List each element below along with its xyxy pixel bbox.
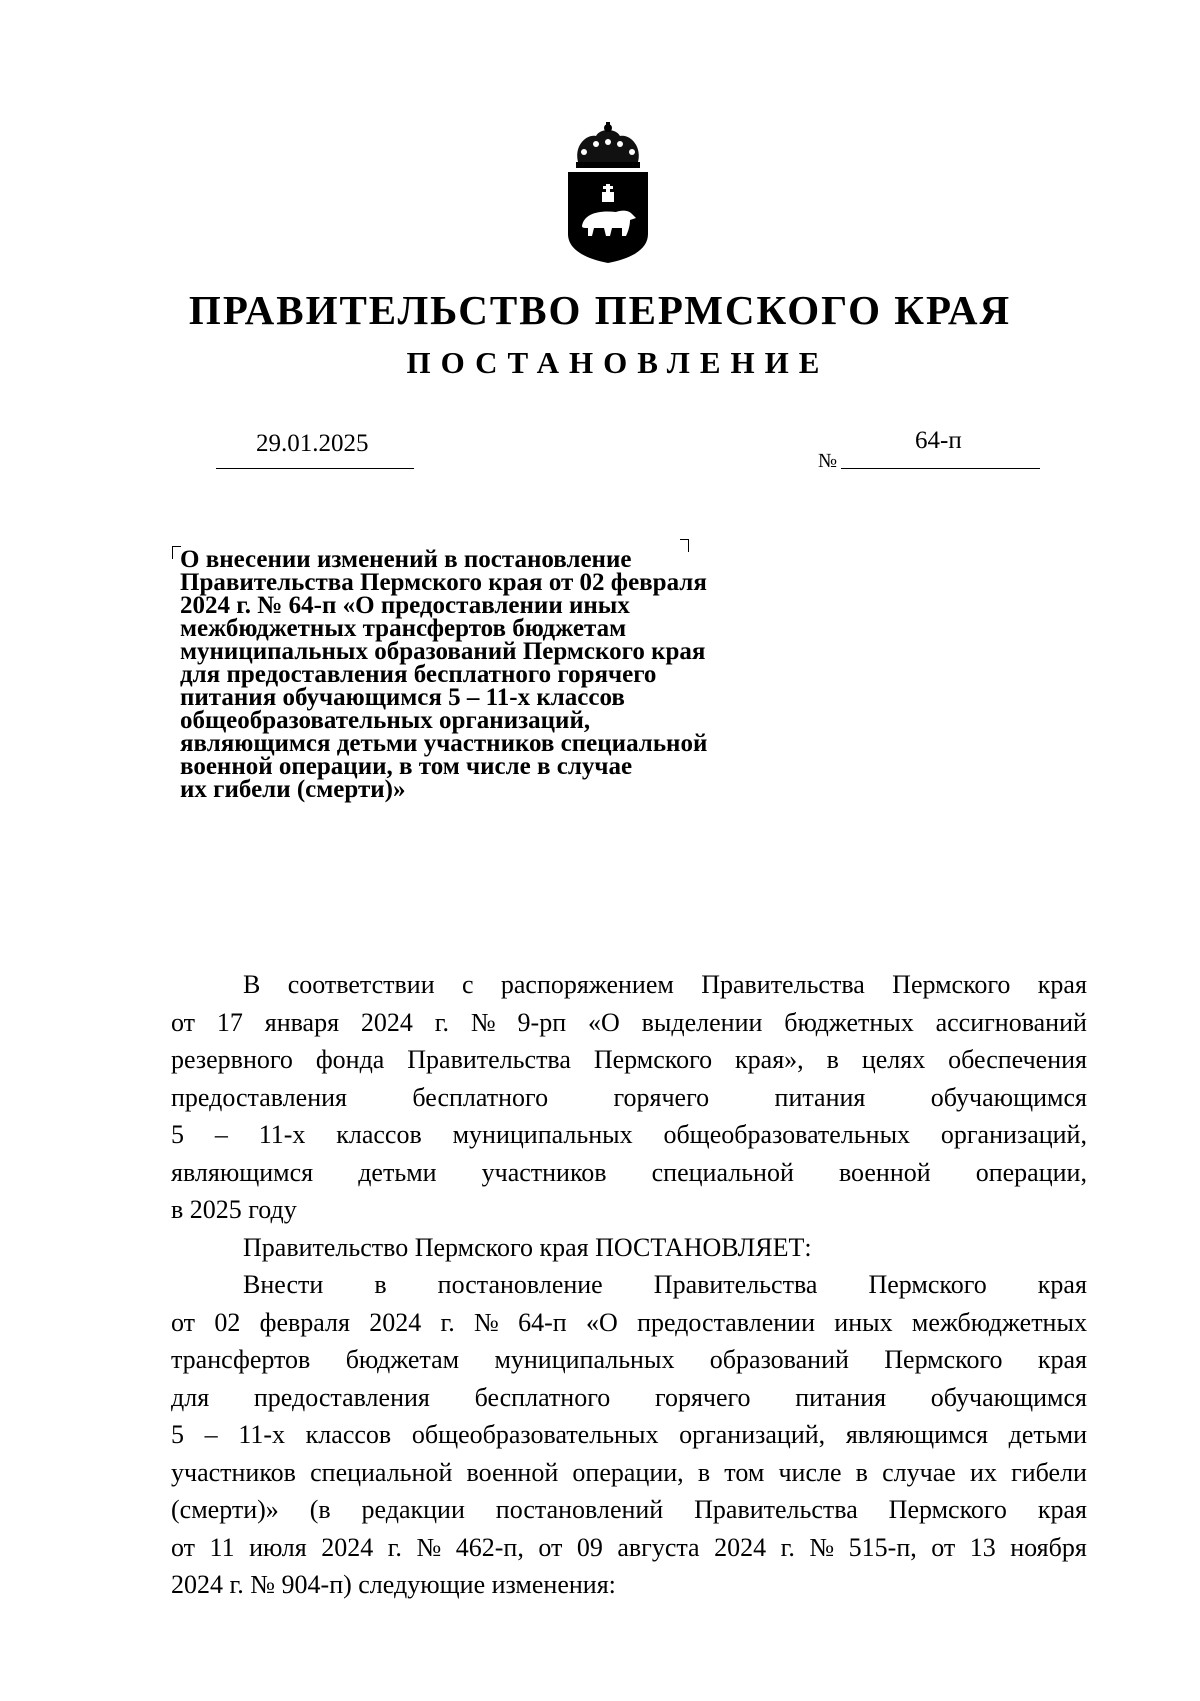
body-word: «О	[586, 1307, 618, 1337]
body-word: 11-х	[258, 1120, 306, 1149]
body-word: В	[243, 970, 261, 999]
body-line	[171, 1229, 1087, 1267]
body-word: предоставлении	[637, 1307, 815, 1337]
heading-line: межбюджетных трансфертов бюджетам	[180, 615, 627, 642]
body-word: постановление	[437, 1270, 603, 1299]
body-word: в	[697, 1457, 711, 1487]
body-word: выделении	[641, 1007, 763, 1037]
body-word: целях	[861, 1045, 926, 1074]
body-line	[171, 1379, 1087, 1417]
body-word: Пермского	[888, 1495, 1007, 1524]
body-word: г.	[387, 1532, 402, 1562]
body-word: Правительства	[694, 1495, 858, 1524]
body-word: образований	[709, 1345, 849, 1374]
body-word: соответствии	[287, 970, 435, 999]
body-line	[171, 1004, 1087, 1042]
heading-line: для предоставления бесплатного горячего	[180, 661, 657, 688]
body-word: 13	[969, 1532, 996, 1562]
body-line	[171, 1041, 1087, 1079]
body-word: бесплатного	[474, 1382, 611, 1412]
body-word: операции,	[975, 1157, 1087, 1187]
body-line	[171, 1266, 1087, 1304]
body-word: Правительства	[701, 970, 865, 999]
body-word: «О	[587, 1007, 620, 1037]
body-line	[171, 1529, 1087, 1567]
body-word: января	[264, 1007, 340, 1037]
body-word: 9-рп	[517, 1007, 567, 1037]
body-word: в	[374, 1270, 387, 1299]
body-word: трансфертов	[171, 1345, 311, 1374]
body-word: 64-п	[518, 1307, 567, 1337]
body-word: организаций,	[679, 1420, 826, 1449]
body-word: общеобразовательных	[411, 1420, 659, 1449]
body-word: классов	[336, 1120, 422, 1149]
body-word: ассигнований	[935, 1007, 1087, 1037]
number-sign: №	[818, 450, 838, 472]
body-word: края»,	[735, 1045, 804, 1074]
body-word: участников	[481, 1157, 607, 1187]
body-word: являющимся	[845, 1420, 988, 1449]
body-word: 5	[171, 1120, 184, 1149]
body-word: горячего	[613, 1082, 710, 1112]
body-word: края	[1037, 1495, 1087, 1524]
body-word: специальной	[651, 1157, 794, 1187]
body-word: края	[1037, 1345, 1087, 1374]
body-word: (смерти)»	[171, 1495, 279, 1524]
body-word: края	[1037, 1270, 1087, 1299]
heading-line: О внесении изменений в постановление	[180, 546, 632, 573]
body-word: г.	[434, 1007, 450, 1037]
body-word: от	[931, 1532, 956, 1562]
body-word: обучающимся	[930, 1382, 1087, 1412]
body-word: военной	[838, 1157, 931, 1187]
body-line	[171, 1341, 1087, 1379]
document-heading	[180, 548, 800, 801]
body-word: детьми	[1008, 1420, 1087, 1449]
body-word: операции,	[572, 1457, 684, 1487]
body-line	[171, 966, 1087, 1004]
body-word: бюджетных	[784, 1007, 914, 1037]
body-word: общеобразовательных	[663, 1120, 911, 1149]
body-word: резервного	[171, 1045, 293, 1074]
body-word: Внести	[243, 1270, 324, 1299]
body-word: случае	[882, 1457, 956, 1487]
body-word: в	[855, 1457, 868, 1487]
body-word: г.	[780, 1532, 795, 1562]
body-word: межбюджетных	[911, 1307, 1087, 1337]
body-word: распоряжением	[500, 970, 674, 999]
body-word: гибели	[1011, 1457, 1087, 1487]
body-word: с	[461, 970, 474, 999]
body-line	[171, 1304, 1087, 1342]
body-word: бюджетам	[345, 1345, 460, 1374]
body-word: 2024	[321, 1532, 374, 1562]
document-number: 64-п	[915, 427, 962, 454]
body-word: их	[969, 1457, 997, 1487]
body-word: июля	[249, 1532, 307, 1562]
body-word: предоставления	[253, 1382, 430, 1412]
perm-krai-coat-of-arms-icon	[564, 122, 652, 264]
document-type: ПОСТАНОВЛЕНИЕ	[406, 345, 830, 380]
heading-line: являющимся детьми участников специальной	[180, 730, 708, 757]
body-word: 2024	[714, 1532, 767, 1562]
body-word: детьми	[358, 1157, 437, 1187]
body-word: питания	[774, 1082, 866, 1112]
body-word: №	[416, 1532, 442, 1562]
body-word: февраля	[259, 1307, 350, 1337]
body-line	[171, 1191, 1087, 1229]
body-word: №	[470, 1007, 496, 1037]
body-word: Правительства	[407, 1045, 571, 1074]
body-word: 11	[209, 1532, 235, 1562]
heading-line: Правительства Пермского края от 02 февраля	[180, 569, 707, 596]
body-word: 2024	[369, 1307, 422, 1337]
body-line	[171, 1116, 1087, 1154]
body-word: 2024	[360, 1007, 413, 1037]
body-word: предоставления	[171, 1082, 347, 1112]
body-text: Правительство Пермского края ПОСТАНОВЛЯЕТ:	[243, 1232, 812, 1262]
date-underline	[216, 468, 414, 469]
body-line	[171, 1416, 1087, 1454]
body-word: числе	[778, 1457, 842, 1487]
body-word: №	[474, 1307, 499, 1337]
body-word: –	[204, 1420, 218, 1449]
document-date: 29.01.2025	[256, 430, 369, 457]
body-word: участников	[171, 1457, 296, 1487]
body-word: ноября	[1010, 1532, 1087, 1562]
heading-line: 2024 г. № 64-п «О предоставлении иных	[180, 592, 630, 619]
body-word: редакции	[361, 1495, 465, 1524]
body-word: 5	[171, 1420, 184, 1449]
heading-line: питания обучающимся 5 – 11-х классов	[180, 684, 625, 711]
body-word: классов	[305, 1420, 392, 1449]
body-line	[171, 1079, 1087, 1117]
body-text: в 2025 году	[171, 1195, 297, 1224]
document-body	[171, 966, 1087, 1604]
body-word: обучающимся	[930, 1082, 1087, 1112]
body-word: Пермского	[892, 970, 1011, 999]
body-word: августа	[617, 1532, 700, 1562]
number-underline	[841, 468, 1040, 469]
body-word: Пермского	[868, 1270, 987, 1299]
body-word: Пермского	[884, 1345, 1003, 1374]
body-word: бесплатного	[412, 1082, 549, 1112]
body-word: обеспечения	[948, 1045, 1087, 1074]
body-word: (в	[309, 1495, 331, 1524]
body-word: №	[809, 1532, 835, 1562]
body-word: для	[171, 1382, 210, 1412]
body-word: от	[538, 1532, 563, 1562]
body-word: специальной	[310, 1457, 453, 1487]
body-word: горячего	[654, 1382, 751, 1412]
body-word: питания	[795, 1382, 887, 1412]
body-word: края	[1037, 970, 1087, 999]
body-word: Пермского	[593, 1045, 713, 1074]
body-text: 2024 г. № 904-п) следующие изменения:	[171, 1570, 616, 1599]
body-word: от	[171, 1532, 196, 1562]
heading-line: общеобразовательных организаций,	[180, 707, 591, 734]
body-word: 515-п,	[848, 1532, 917, 1562]
body-word: 02	[214, 1307, 241, 1337]
heading-line: их гибели (смерти)»	[180, 776, 406, 803]
body-word: от	[171, 1007, 196, 1037]
heading-line: военной операции, в том числе в случае	[180, 753, 633, 780]
body-word: муниципальных	[452, 1120, 633, 1149]
body-line	[171, 1491, 1087, 1529]
heading-line: муниципальных образований Пермского края	[180, 638, 706, 665]
body-word: 09	[576, 1532, 603, 1562]
body-word: фонда	[315, 1045, 385, 1074]
body-line	[171, 1566, 1087, 1604]
body-word: г.	[440, 1307, 455, 1337]
body-word: от	[171, 1307, 196, 1337]
body-word: 17	[216, 1007, 243, 1037]
organization-title: ПРАВИТЕЛЬСТВО ПЕРМСКОГО КРАЯ	[188, 287, 1012, 333]
body-word: 11-х	[238, 1420, 286, 1449]
body-word: организаций,	[940, 1120, 1087, 1149]
body-word: в	[826, 1045, 839, 1074]
body-word: том	[724, 1457, 765, 1487]
body-word: иных	[834, 1307, 893, 1337]
body-word: 462-п,	[455, 1532, 524, 1562]
body-word: –	[214, 1120, 228, 1149]
body-word: являющимся	[171, 1157, 314, 1187]
body-line	[171, 1154, 1087, 1192]
body-word: постановлений	[495, 1495, 664, 1524]
body-word: Правительства	[653, 1270, 818, 1299]
body-line	[171, 1454, 1087, 1492]
body-word: муниципальных	[494, 1345, 675, 1374]
body-word: военной	[466, 1457, 559, 1487]
